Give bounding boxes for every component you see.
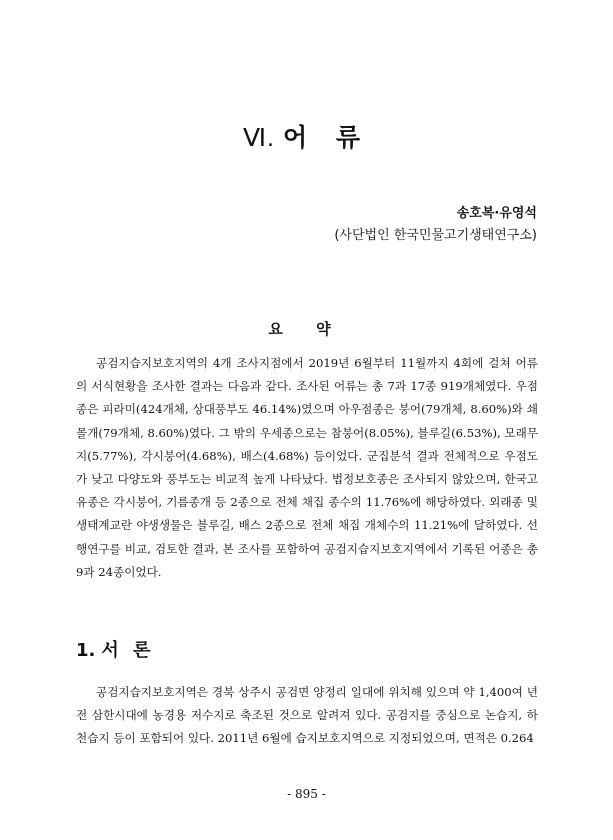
page-number: - 895 - — [287, 787, 326, 801]
summary-paragraph: 공검지습지보호지역의 4개 조사지점에서 2019년 6월부터 11월까지 4회에 걸쳐 어류의 서식현황을 조사한 결과는 다음과 같다. 조사된 어류는 총 7과 17종 919개체였다. 우점종은 피라미(424개체, 상대풍부도 46.14%)였으며 아우점종은 붕어(79개체, 8.60%)와 쇄몰개(79개체, 8.60%)였다. 그 밖의 우세종으로는 참붕어(8.05%), 블루길(6.53%), 모래무지(5.77%), 각시붕어(4.68%), 배스(4.68%) 등이었다. 군집분석 결과 전체적으로 우점도가 낮고 다양도와 풍부도는 비교적 높게 나타났다. 법정보호종은 조사되지 않았으며, 한국고유종은 각시붕어, 기름종개 등 2종으로 전체 채집 종수의 11.76%에 해당하였다. 외래종 및 생태계교란 야생생물은 블루길, 배스 2종으로 전체 채집 개체수의 11.21%에 달하였다. 선행연구를 비교, 검토한 결과, 본 조사를 포함하여 공검지습지보호지역에서 기록된 어종은 총 9과 24종이었다. — [76, 356, 538, 579]
authors: 송호복·유영석 — [456, 206, 537, 221]
intro-paragraph: 공검지습지보호지역은 경북 상주시 공검면 양정리 일대에 위치해 있으며 약 1,400여 년 전 삼한시대에 농경용 저수지로 축조된 것으로 알려져 있다. 공검지를 중심으로 논습지, 하천습지 등이 포함되어 있다. 2011년 6월에 습지보호지역으로 지정되었으며, 면적은 0.264 — [76, 685, 538, 746]
section-heading — [76, 636, 154, 662]
chapter-title — [0, 118, 613, 154]
section-number: 1. — [76, 640, 96, 661]
chapter-title-text: 어 류 — [283, 123, 371, 152]
chapter-numeral: Ⅵ. — [242, 124, 275, 152]
summary-heading: 요 약 — [268, 320, 345, 338]
affiliation: (사단법인 한국민물고기생태연구소) — [334, 228, 537, 243]
section-title: 서 론 — [101, 640, 155, 661]
